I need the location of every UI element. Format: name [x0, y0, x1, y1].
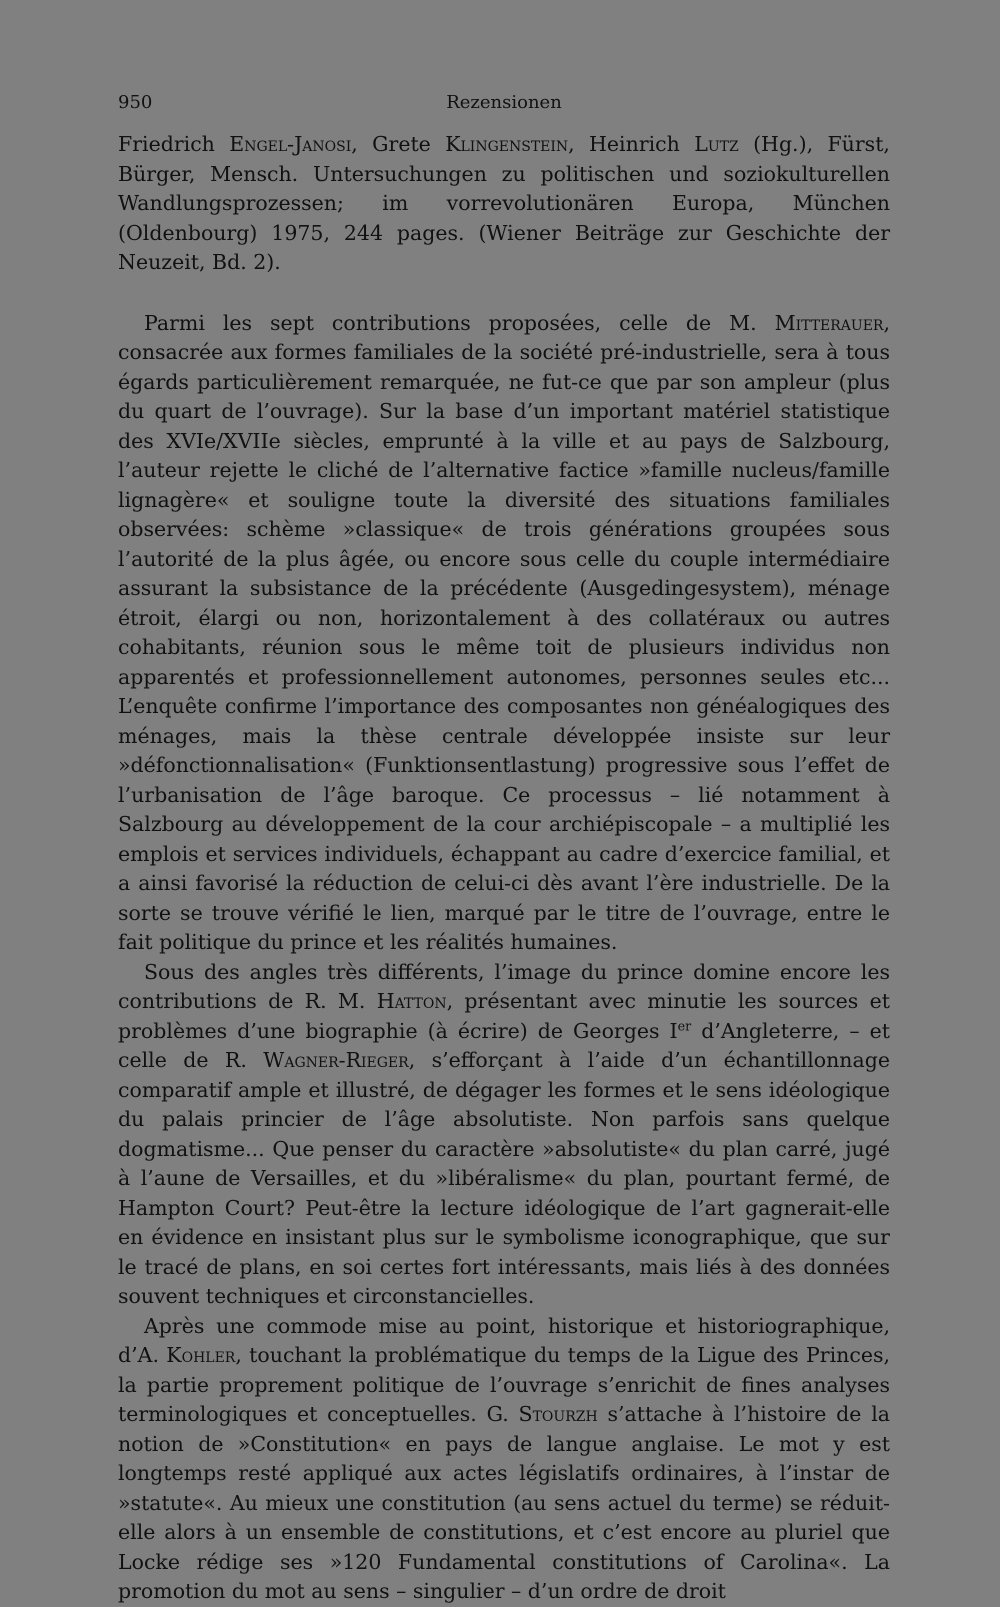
editor-first-name: Heinrich — [589, 132, 680, 156]
editor-first-name: Grete — [372, 132, 431, 156]
section-title: Rezensionen — [446, 92, 562, 113]
author-name: Mitterauer — [774, 310, 884, 335]
review-paragraph-1 — [118, 309, 890, 958]
paragraph-text: , s’efforçant à l’aide d’un échantillonnage comparatif ample et illustré, de dégager les formes et le sens idéologique du palais princier de l’âge absolutiste. Non parfois sans quelque dogmatisme... Que penser du caractère »absolutiste« du plan carré, jugé à l’aune de Versailles, et du »libéralisme« du plan, pourtant fermé, de Hampton Court? Peut-être la lecture idéologique de l’art gagnerait-elle en évidence en insistant plus sur le symbolisme iconographique, que sur le tracé de plans, en soi certes fort intéressants, mais liés à des données souvent techniques et circonstancielles. — [118, 1048, 890, 1308]
author-name: Kohler — [166, 1343, 236, 1367]
citation-details: (Hg.), Fürst, Bürger, Mensch. Untersuchungen zu politischen und soziokulturellen Wandlungsprozessen; im vorrevolutionären Europa, München (Oldenbourg) 1975, 244 pages. (Wiener Beiträge zur Geschichte der Neuzeit, Bd. 2). — [118, 132, 890, 274]
author-name: Hatton — [376, 989, 447, 1013]
paragraph-text: Parmi les sept contributions proposées, celle de M. — [144, 310, 757, 335]
paragraph-text: , présentant avec minutie les sources et problèmes d’une biographie (à écrire) de Georges I — [118, 989, 890, 1043]
author-name: Wagner-Rieger — [263, 1048, 409, 1072]
review-paragraph-2 — [118, 958, 890, 1312]
paragraph-text: Sous des angles très différents, l’image du prince domine encore les contributions de R. M. — [118, 959, 890, 1013]
separator: , — [568, 132, 590, 156]
book-citation — [118, 130, 890, 278]
paragraph-text: , touchant la problématique du temps de la Ligue des Princes, la partie proprement politique de l’ouvrage s’enrichit de fines analyses terminologiques et conceptuelles. G. — [118, 1343, 890, 1426]
review-paragraph-3 — [118, 1312, 890, 1607]
editor-first-name: Friedrich — [118, 132, 215, 156]
page-number: 950 — [118, 92, 153, 113]
page — [118, 88, 890, 1607]
paragraph-text: , consacrée aux formes familiales de la société pré-industrielle, sera à tous égards particulièrement remarquée, ne fut-ce que par son ampleur (plus du quart de l’ouvrage). Sur la base d’un important matériel statistique des XVIe/XVIIe siècles, emprunté à la ville et au pays de Salzbourg, l’auteur rejette le cliché de l’alternative factice »famille nucleus/famille lignagère« et souligne toute la diversité des situations familiales observées: schème »classique« de trois générations groupées sous l’autorité de la plus âgée, ou encore sous celle du couple intermédiaire assurant la subsistance de la précédente (Ausgedingesystem), ménage étroit, élargi ou non, horizontalement à des collatéraux ou autres cohabitants, réunion sous le même toit de plusieurs individus non apparentés et professionnellement autonomes, personnes seules etc... L’enquête confirme l’importance des composantes non généalogiques des ménages, mais la thèse centrale développée insiste sur leur »défonctionnalisation« (Funktionsentlastung) progressive sous l’effet de l’urbanisation de l’âge baroque. Ce processus – lié notamment à Salzbourg au développement de la cour archiépiscopale – a multiplié les emplois et services individuels, échappant au cadre d’exercice familial, et a ainsi favorisé la réduction de celui-ci dès avant l’ère industrielle. De la sorte se trouve vérifié le lien, marqué par le titre de l’ouvrage, entre le fait politique du prince et les réalités humaines. — [118, 310, 890, 954]
running-head — [118, 88, 890, 118]
editor-last-name: Klingenstein — [445, 132, 569, 156]
author-name: Stourzh — [518, 1402, 598, 1426]
paragraph-text: d’Angleterre, – et celle de R. — [118, 1018, 890, 1072]
paragraph-text: Après une commode mise au point, historique et historiographique, d’A. — [118, 1313, 890, 1367]
superscript: er — [677, 1017, 692, 1033]
editor-last-name: Lutz — [694, 132, 739, 156]
paragraph-text: s’attache à l’histoire de la notion de »Constitution« en pays de langue anglaise. Le mot y est longtemps resté appliqué aux actes législatifs ordinaires, à l’instar de »statute«. Au mieux une constitution (au sens actuel du terme) se réduit-elle alors à un ensemble de constitutions, et c’est encore au pluriel que Locke rédige ses »120 Fundamental constitutions of Carolina«. La promotion du mot au sens – singulier – d’un ordre de droit — [118, 1402, 890, 1603]
editor-last-name: Engel-Janosi — [229, 132, 352, 156]
separator: , — [351, 132, 373, 156]
